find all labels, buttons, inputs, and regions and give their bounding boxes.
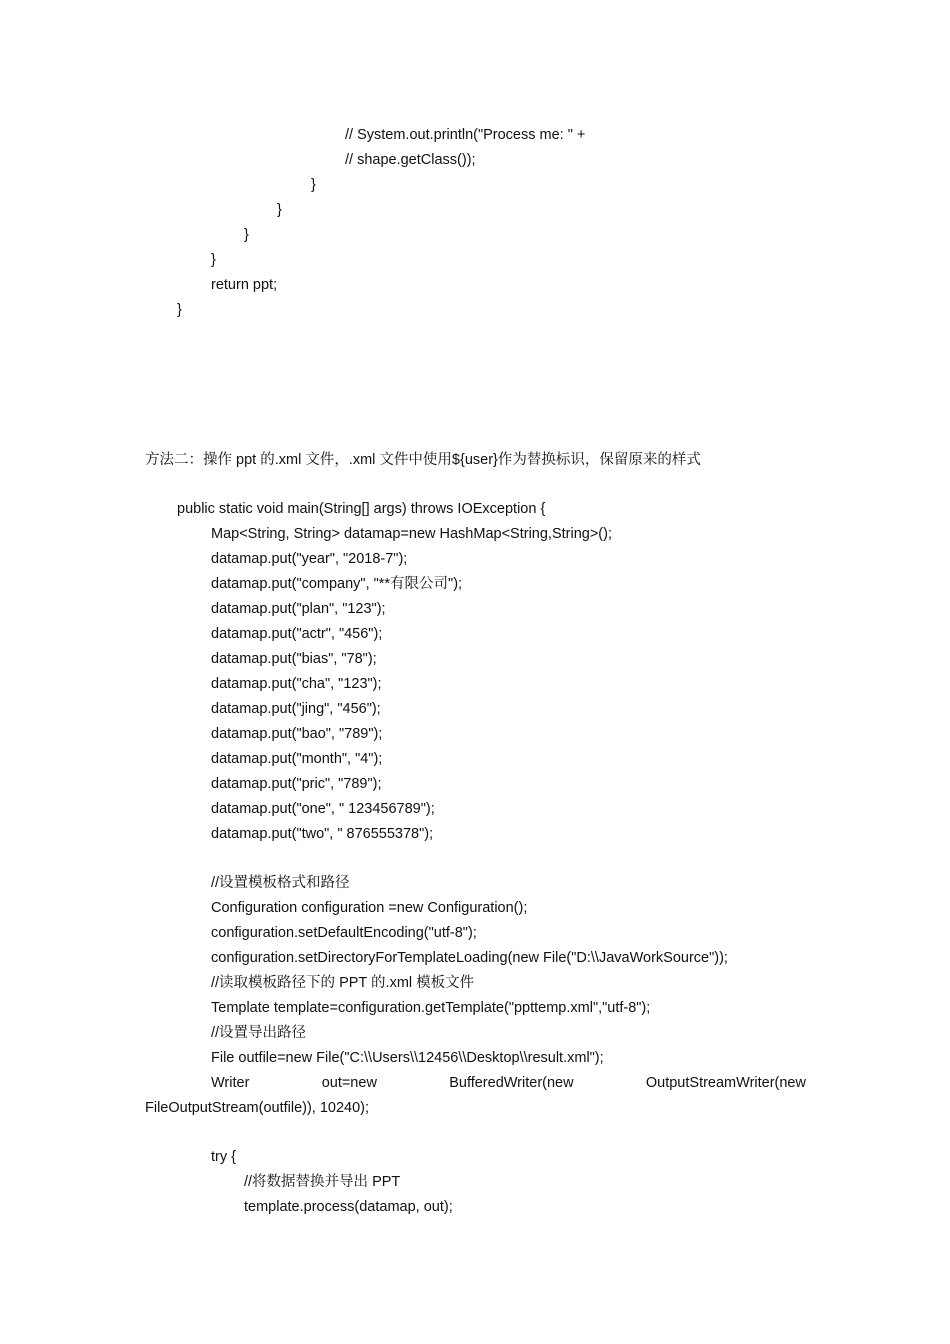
code-line: configuration.setDefaultEncoding("utf-8"); xyxy=(211,925,477,941)
code-line: datamap.put("cha", "123"); xyxy=(211,676,382,692)
code-token: out=new xyxy=(321,1075,377,1091)
code-line: public static void main(String[] args) throws IOException { xyxy=(177,501,546,517)
code-line: datamap.put("bao", "789"); xyxy=(211,726,383,742)
code-comment: //设置模板格式和路径 xyxy=(211,875,350,891)
code-line: datamap.put("bias", "78"); xyxy=(211,651,377,667)
code-token: OutputStreamWriter(new xyxy=(645,1075,806,1091)
code-line: datamap.put("two", " 876555378"); xyxy=(211,826,434,842)
code-comment: //将数据替换并导出 PPT xyxy=(244,1174,401,1190)
code-line: // shape.getClass()); xyxy=(345,152,476,168)
code-line: } xyxy=(177,302,182,318)
code-line: // System.out.println("Process me: " + xyxy=(345,127,586,143)
code-token: Writer xyxy=(211,1075,250,1091)
code-comment: //读取模板路径下的 PPT 的.xml 模板文件 xyxy=(211,975,475,991)
code-line: } xyxy=(277,202,282,218)
code-line: FileOutputStream(outfile)), 10240); xyxy=(145,1100,370,1116)
code-line-justified xyxy=(211,1073,806,1093)
code-comment: //设置导出路径 xyxy=(211,1025,307,1041)
method-heading: 方法二：操作 ppt 的.xml 文件，.xml 文件中使用${user}作为替换标识，保留原来的样式 xyxy=(145,452,701,468)
code-line: datamap.put("pric", "789"); xyxy=(211,776,382,792)
code-line: datamap.put("one", " 123456789"); xyxy=(211,801,435,817)
code-line: } xyxy=(244,227,249,243)
code-line: datamap.put("month", "4"); xyxy=(211,751,383,767)
code-line: try { xyxy=(211,1149,236,1165)
code-line: File outfile=new File("C:\\Users\\12456\\Desktop\\result.xml"); xyxy=(211,1050,604,1066)
code-line: } xyxy=(211,252,216,268)
code-line: Template template=configuration.getTemplate("ppttemp.xml","utf-8"); xyxy=(211,1000,651,1016)
code-line: datamap.put("actr", "456"); xyxy=(211,626,383,642)
code-line: configuration.setDirectoryForTemplateLoading(new File("D:\\JavaWorkSource")); xyxy=(211,950,728,966)
code-line: Map<String, String> datamap=new HashMap<String,String>(); xyxy=(211,526,612,542)
code-line: datamap.put("year", "2018-7"); xyxy=(211,551,408,567)
code-line: } xyxy=(311,177,316,193)
code-token: BufferedWriter(new xyxy=(449,1075,574,1091)
code-line: datamap.put("company", "**有限公司"); xyxy=(211,576,463,592)
code-line: Configuration configuration =new Configuration(); xyxy=(211,900,528,916)
code-line: datamap.put("plan", "123"); xyxy=(211,601,386,617)
code-line: datamap.put("jing", "456"); xyxy=(211,701,381,717)
code-line: return ppt; xyxy=(211,277,278,293)
code-line: template.process(datamap, out); xyxy=(244,1199,453,1215)
